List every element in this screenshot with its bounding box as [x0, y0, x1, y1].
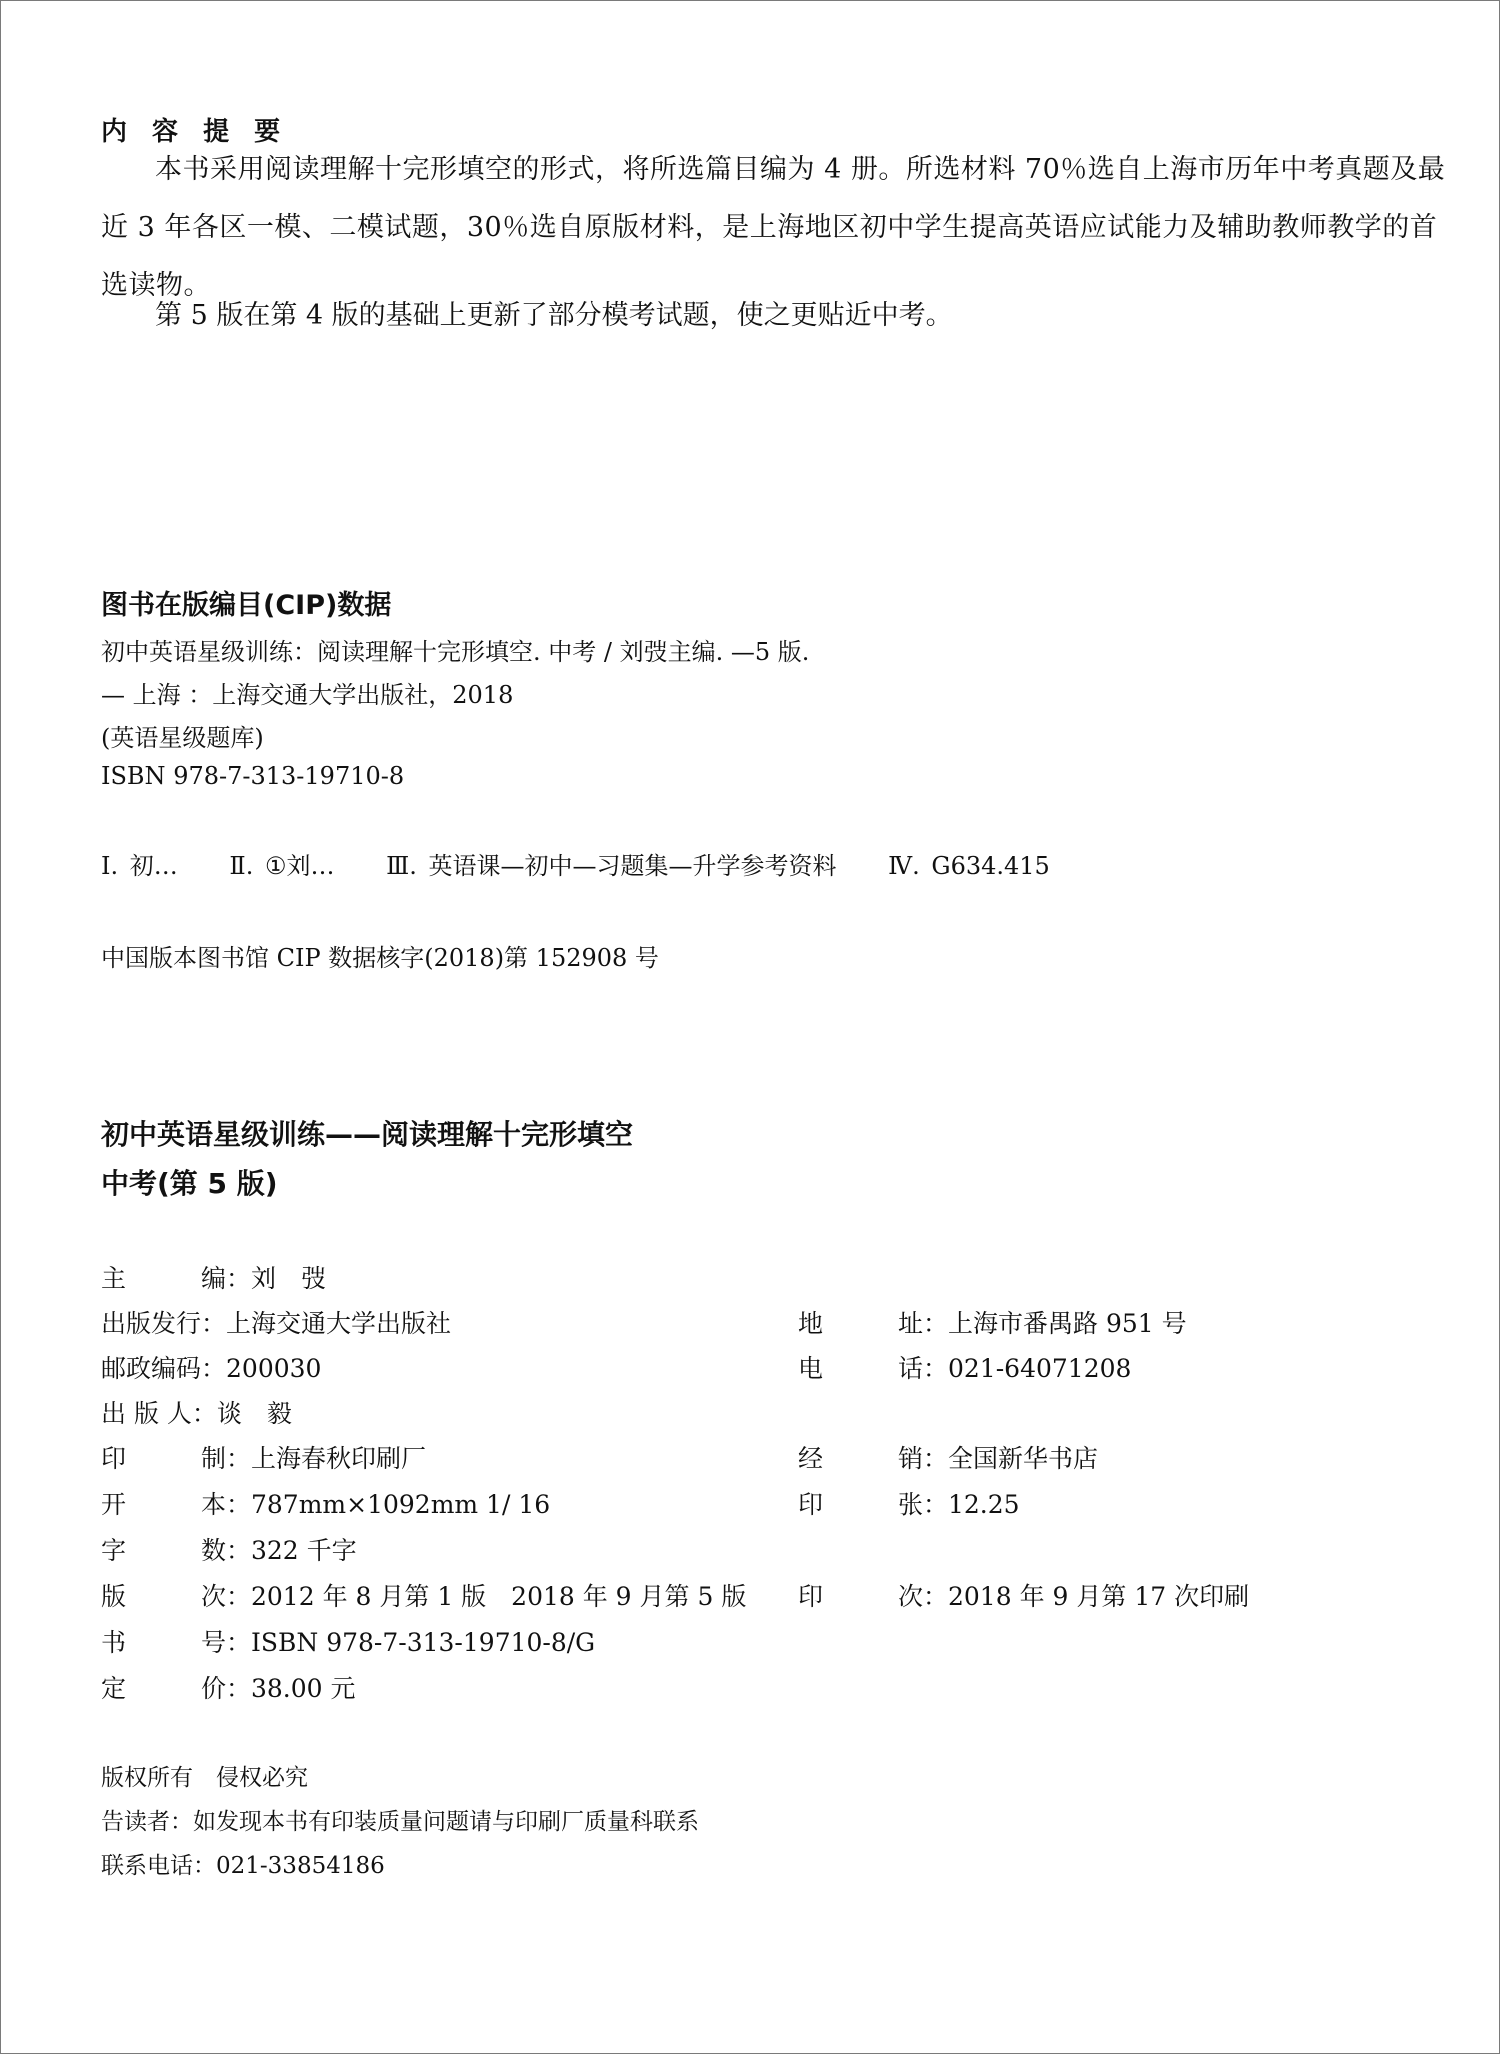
detail-editor: 主 编：刘 弢: [101, 1264, 327, 1293]
detail-publisher: 出版发行：上海交通大学出版社: [101, 1309, 452, 1338]
reader-notice: 告读者：如发现本书有印装质量问题请与印刷厂质量科联系: [101, 1809, 699, 1835]
detail-isbn: 书 号：ISBN 978-7-313-19710-8/G: [101, 1628, 596, 1657]
cip-record-number: 中国版本图书馆 CIP 数据核字(2018)第 152908 号: [101, 944, 659, 972]
detail-printed-sheets: 印 张：12.25: [798, 1490, 1020, 1519]
detail-distributor: 经 销：全国新华书店: [798, 1444, 1099, 1473]
detail-format: 开 本：787mm×1092mm 1/ 16: [101, 1490, 551, 1519]
classification-3: Ⅲ. 英语课—初中—习题集—升学参考资料: [386, 852, 837, 880]
detail-price: 定 价：38.00 元: [101, 1674, 356, 1703]
classification-2: Ⅱ. ①刘…: [229, 852, 335, 880]
detail-telephone: 电 话：021-64071208: [798, 1354, 1132, 1383]
detail-postcode: 邮政编码：200030: [101, 1354, 322, 1383]
detail-printer: 印 制：上海春秋印刷厂: [101, 1444, 427, 1473]
summary-paragraph-2: 第 5 版在第 4 版的基础上更新了部分模考试题，使之更贴近中考。: [155, 300, 953, 331]
cip-title: 图书在版编目(CIP)数据: [101, 590, 392, 621]
detail-issuer: 出 版 人：谈 毅: [101, 1399, 292, 1428]
summary-paragraph-1: 本书采用阅读理解十完形填空的形式，将所选篇目编为 4 册。所选材料 70％选自上海市历年中考真题及最近 3 年各区一模、二模试题，30％选自原版材料，是上海地区初中学生提高英语应试能力及辅助教师教学的首选读物。: [101, 154, 1446, 301]
cip-line-title: 初中英语星级训练：阅读理解十完形填空. 中考 / 刘弢主编. —5 版.: [101, 638, 810, 666]
cip-line-series: (英语星级题库): [101, 724, 264, 752]
classification-1: Ⅰ. 初…: [101, 852, 178, 880]
detail-printing: 印 次：2018 年 9 月第 17 次印刷: [798, 1582, 1250, 1611]
book-edition: 中考(第 5 版): [101, 1167, 278, 1200]
detail-word-count: 字 数：322 千字: [101, 1536, 357, 1565]
cip-line-publisher: — 上海 ：上海交通大学出版社，2018: [101, 681, 514, 709]
contact-phone: 联系电话：021-33854186: [101, 1853, 385, 1879]
copyright-notice: 版权所有 侵权必究: [101, 1765, 308, 1791]
cip-classification: [101, 846, 1090, 881]
detail-edition: 版 次：2012 年 8 月第 1 版 2018 年 9 月第 5 版: [101, 1582, 747, 1611]
summary-title: 内 容 提 要: [101, 117, 289, 147]
cip-line-isbn: ISBN 978-7-313-19710-8: [101, 762, 405, 790]
book-title: 初中英语星级训练——阅读理解十完形填空: [101, 1118, 634, 1151]
classification-4: Ⅳ. G634.415: [888, 852, 1050, 880]
detail-address: 地 址：上海市番禺路 951 号: [798, 1309, 1187, 1338]
